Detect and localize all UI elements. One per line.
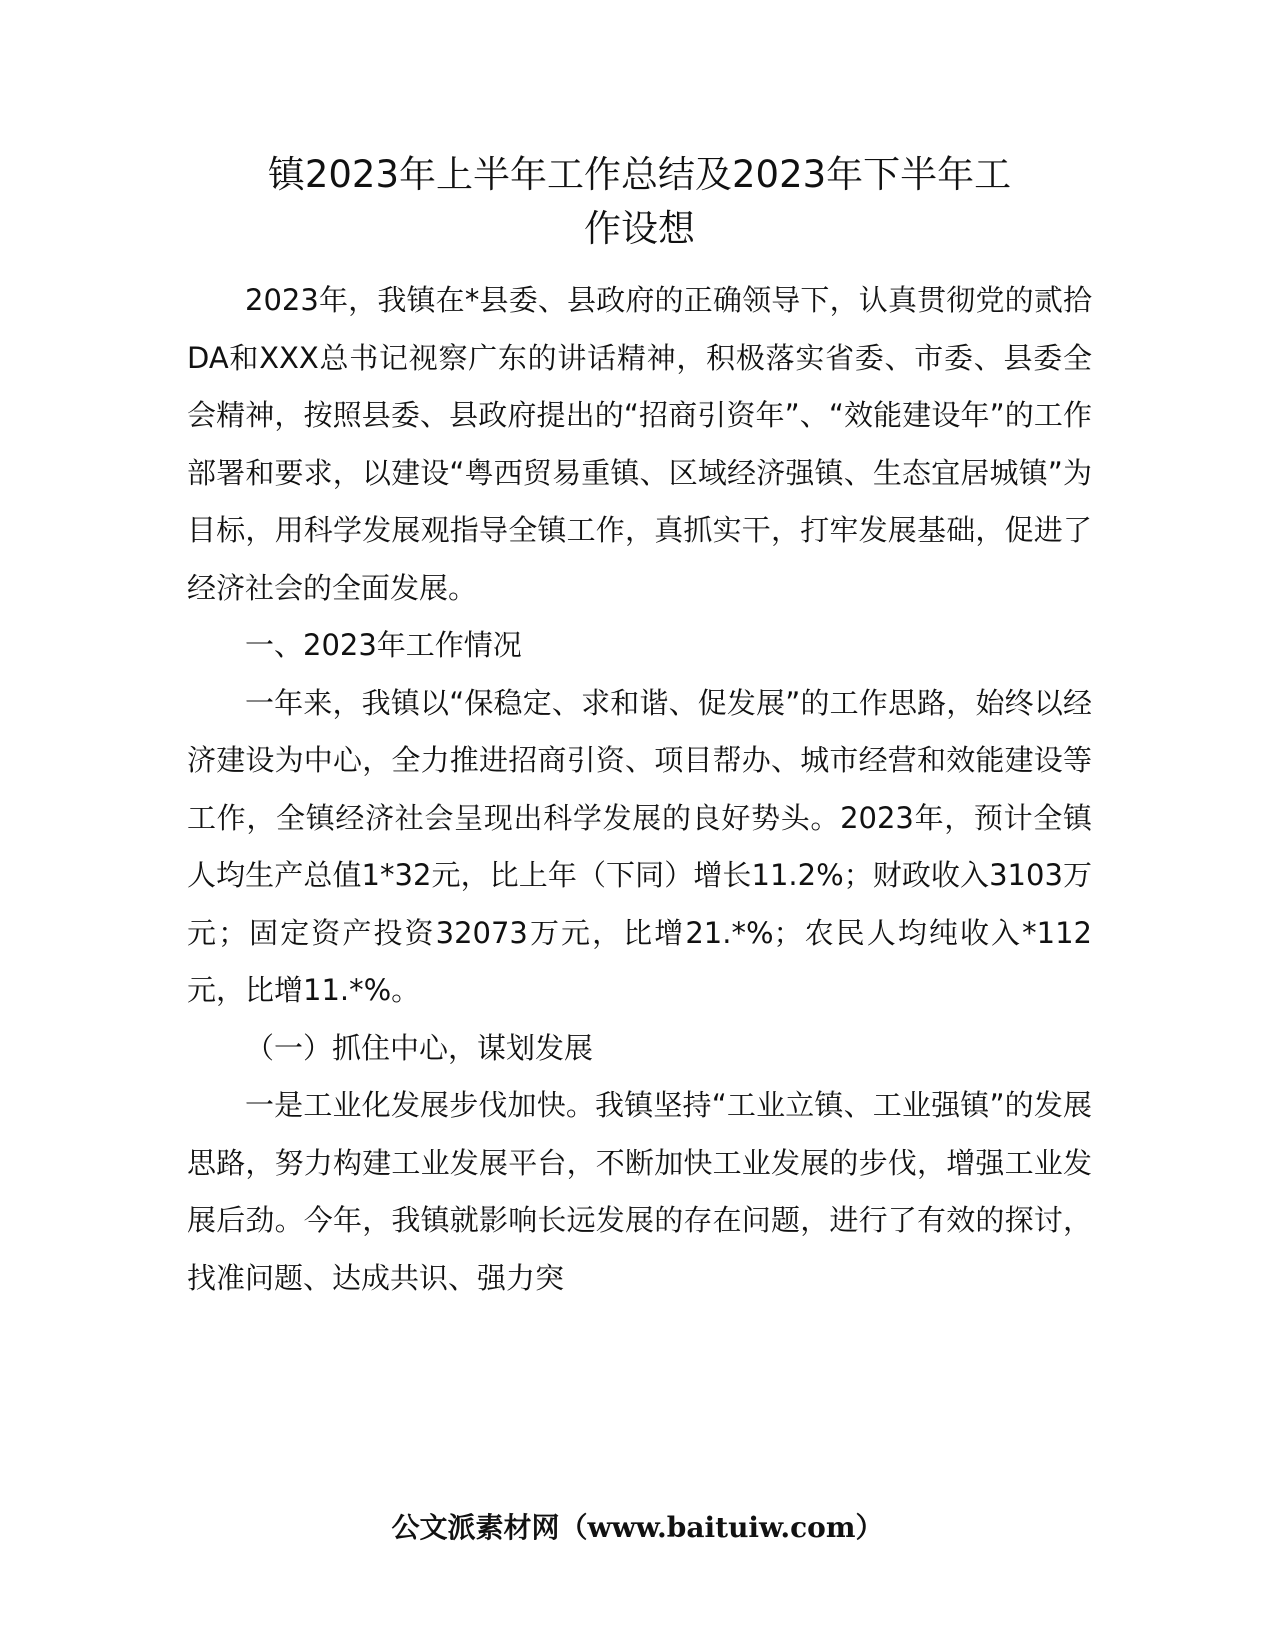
- summary-paragraph: 一年来，我镇以“保稳定、求和谐、促发展”的工作思路，始终以经济建设为中心，全力推进招商引资、项目帮办、城市经营和效能建设等工作，全镇经济社会呈现出科学发展的良好势头。2023年，预计全镇人均生产总值1*32元，比上年（下同）增长11.2%；财政收入3103万元；固定资产投资32073万元，比增21.*%；农民人均纯收入*112元，比增11.*%。: [187, 685, 1092, 1007]
- document-content: [187, 148, 1092, 1307]
- title-line-1: 镇2023年上半年工作总结及2023年下半年工: [267, 153, 1012, 196]
- section-heading-1: 一、2023年工作情况: [245, 628, 522, 662]
- intro-paragraph: 2023年，我镇在*县委、县政府的正确领导下，认真贯彻党的贰拾DA和XXX总书记视察广东的讲话精神，积极落实省委、市委、县委全会精神，按照县委、县政府提出的“招商引资年”、“效能建设年”的工作部署和要求，以建设“粤西贸易重镇、区域经济强镇、生态宜居城镇”为目标，用科学发展观指导全镇工作，真抓实干，打牢发展基础，促进了经济社会的全面发展。: [187, 283, 1092, 605]
- title-line-2: 作设想: [584, 207, 695, 250]
- industry-paragraph: 一是工业化发展步伐加快。我镇坚持“工业立镇、工业强镇”的发展思路，努力构建工业发展平台，不断加快工业发展的步伐，增强工业发展后劲。今年，我镇就影响长远发展的存在问题，进行了有效的探讨，找准问题、达成共识、强力突: [187, 1088, 1092, 1295]
- watermark-footer: 公文派素材网（www.baituiw.com）: [391, 1511, 884, 1544]
- document-title: [187, 148, 1092, 256]
- subsection-heading-1: （一）抓住中心，谋划发展: [245, 1030, 594, 1065]
- document-body: [187, 272, 1092, 1307]
